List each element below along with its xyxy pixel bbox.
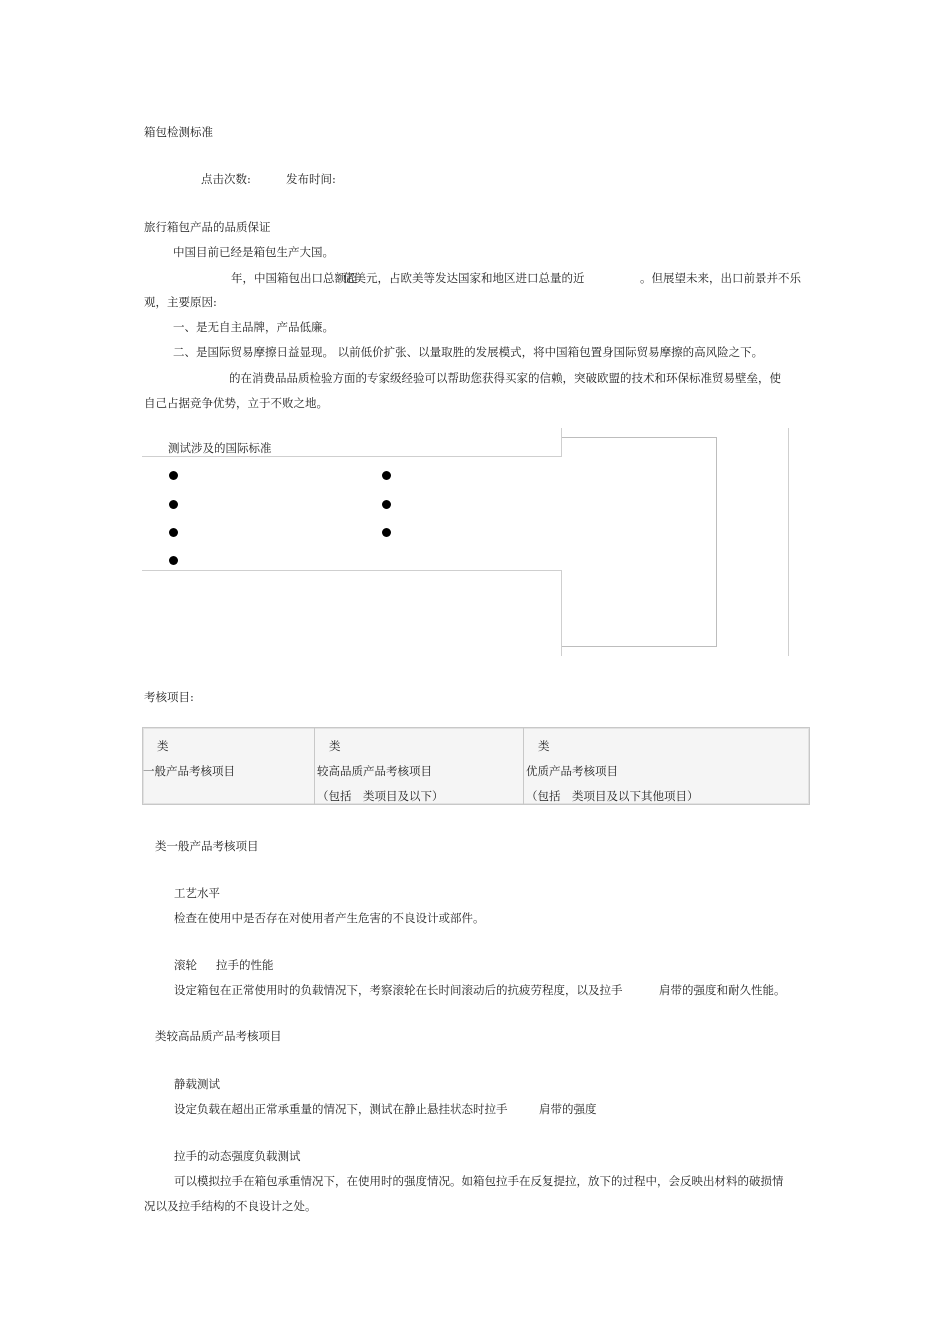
intro-paragraph-5b: 自己占据竞争优势，立于不败之地。: [144, 396, 328, 410]
grade-label: 类: [329, 739, 341, 753]
higher-item2-text-a: 可以模拟拉手在箱包承重情况下，在使用时的强度情况。如箱包拉手在反复提拉，放下的过程中，会反映出材料的破损情: [174, 1174, 784, 1188]
general-item2-title-a: 滚轮: [174, 958, 197, 972]
assessment-heading: 考核项目:: [144, 690, 194, 704]
intro-heading: 旅行箱包产品的品质保证: [144, 220, 271, 234]
grade-note: （包括 类项目及以下）: [317, 789, 444, 803]
grade-name: 较高品质产品考核项目: [317, 764, 432, 778]
higher-item1-title: 静载测试: [174, 1077, 220, 1091]
intro-paragraph-2a: 年，中国箱包出口总额超: [231, 271, 358, 285]
intro-paragraph-1: 中国目前已经是箱包生产大国。: [173, 245, 334, 259]
standards-heading: 测试涉及的国际标准: [168, 441, 272, 455]
intro-paragraph-2d: 观，主要原因:: [144, 295, 217, 309]
grade-label: 类: [157, 739, 169, 753]
bullet-icon: [382, 500, 391, 509]
general-section-heading: 类一般产品考核项目: [155, 839, 259, 853]
click-count-label: 点击次数:: [201, 172, 251, 186]
bullet-icon: [169, 471, 178, 480]
grade-label: 类: [538, 739, 550, 753]
grade-name: 一般产品考核项目: [143, 764, 235, 778]
general-item2-text-b: 肩带的强度和耐久性能。: [659, 983, 786, 997]
bullet-icon: [382, 528, 391, 537]
assessment-column: [143, 728, 315, 805]
intro-paragraph-2b: 亿美元，占欧美等发达国家和地区进口总量的近: [343, 271, 585, 285]
assessment-table: [142, 727, 810, 805]
standards-top-rule: [142, 456, 562, 457]
grade-name: 优质产品考核项目: [526, 764, 618, 778]
grade-note: （包括 类项目及以下其他项目）: [526, 789, 699, 803]
assessment-column: [524, 728, 810, 805]
standards-right-rule: [788, 428, 789, 656]
standards-bottom-rule: [142, 570, 562, 571]
higher-item2-title: 拉手的动态强度负载测试: [174, 1149, 301, 1163]
publish-time-label: 发布时间:: [286, 172, 336, 186]
bullet-icon: [382, 471, 391, 480]
general-item1-text: 检查在使用中是否存在对使用者产生危害的不良设计或部件。: [174, 911, 485, 925]
page-title: 箱包检测标准: [144, 125, 213, 139]
higher-item2-text-b: 况以及拉手结构的不良设计之处。: [144, 1199, 317, 1213]
assessment-column: [315, 728, 524, 805]
general-item2-text-a: 设定箱包在正常使用时的负载情况下，考察滚轮在长时间滚动后的抗疲劳程度，以及拉手: [174, 983, 623, 997]
higher-item1-text-a: 设定负载在超出正常承重量的情况下，测试在静止悬挂状态时拉手: [174, 1102, 508, 1116]
higher-section-heading: 类较高品质产品考核项目: [155, 1029, 282, 1043]
higher-item1-text-b: 肩带的强度: [539, 1102, 597, 1116]
bullet-icon: [169, 556, 178, 565]
bullet-icon: [169, 528, 178, 537]
bullet-icon: [169, 500, 178, 509]
standards-side-box: [562, 437, 717, 647]
intro-paragraph-5a: 的在消费品品质检验方面的专家级经验可以帮助您获得买家的信赖，突破欧盟的技术和环保标准贸易壁垒，使: [229, 371, 781, 385]
intro-paragraph-3: 一、是无自主品牌，产品低廉。: [173, 320, 334, 334]
intro-paragraph-2c: 。但展望未来，出口前景并不乐: [640, 271, 801, 285]
intro-paragraph-4: 二、是国际贸易摩擦日益显现。 以前低价扩张、以量取胜的发展模式，将中国箱包置身国际贸易摩擦的高风险之下。: [173, 345, 764, 359]
general-item1-title: 工艺水平: [174, 886, 220, 900]
general-item2-title-b: 拉手的性能: [216, 958, 274, 972]
